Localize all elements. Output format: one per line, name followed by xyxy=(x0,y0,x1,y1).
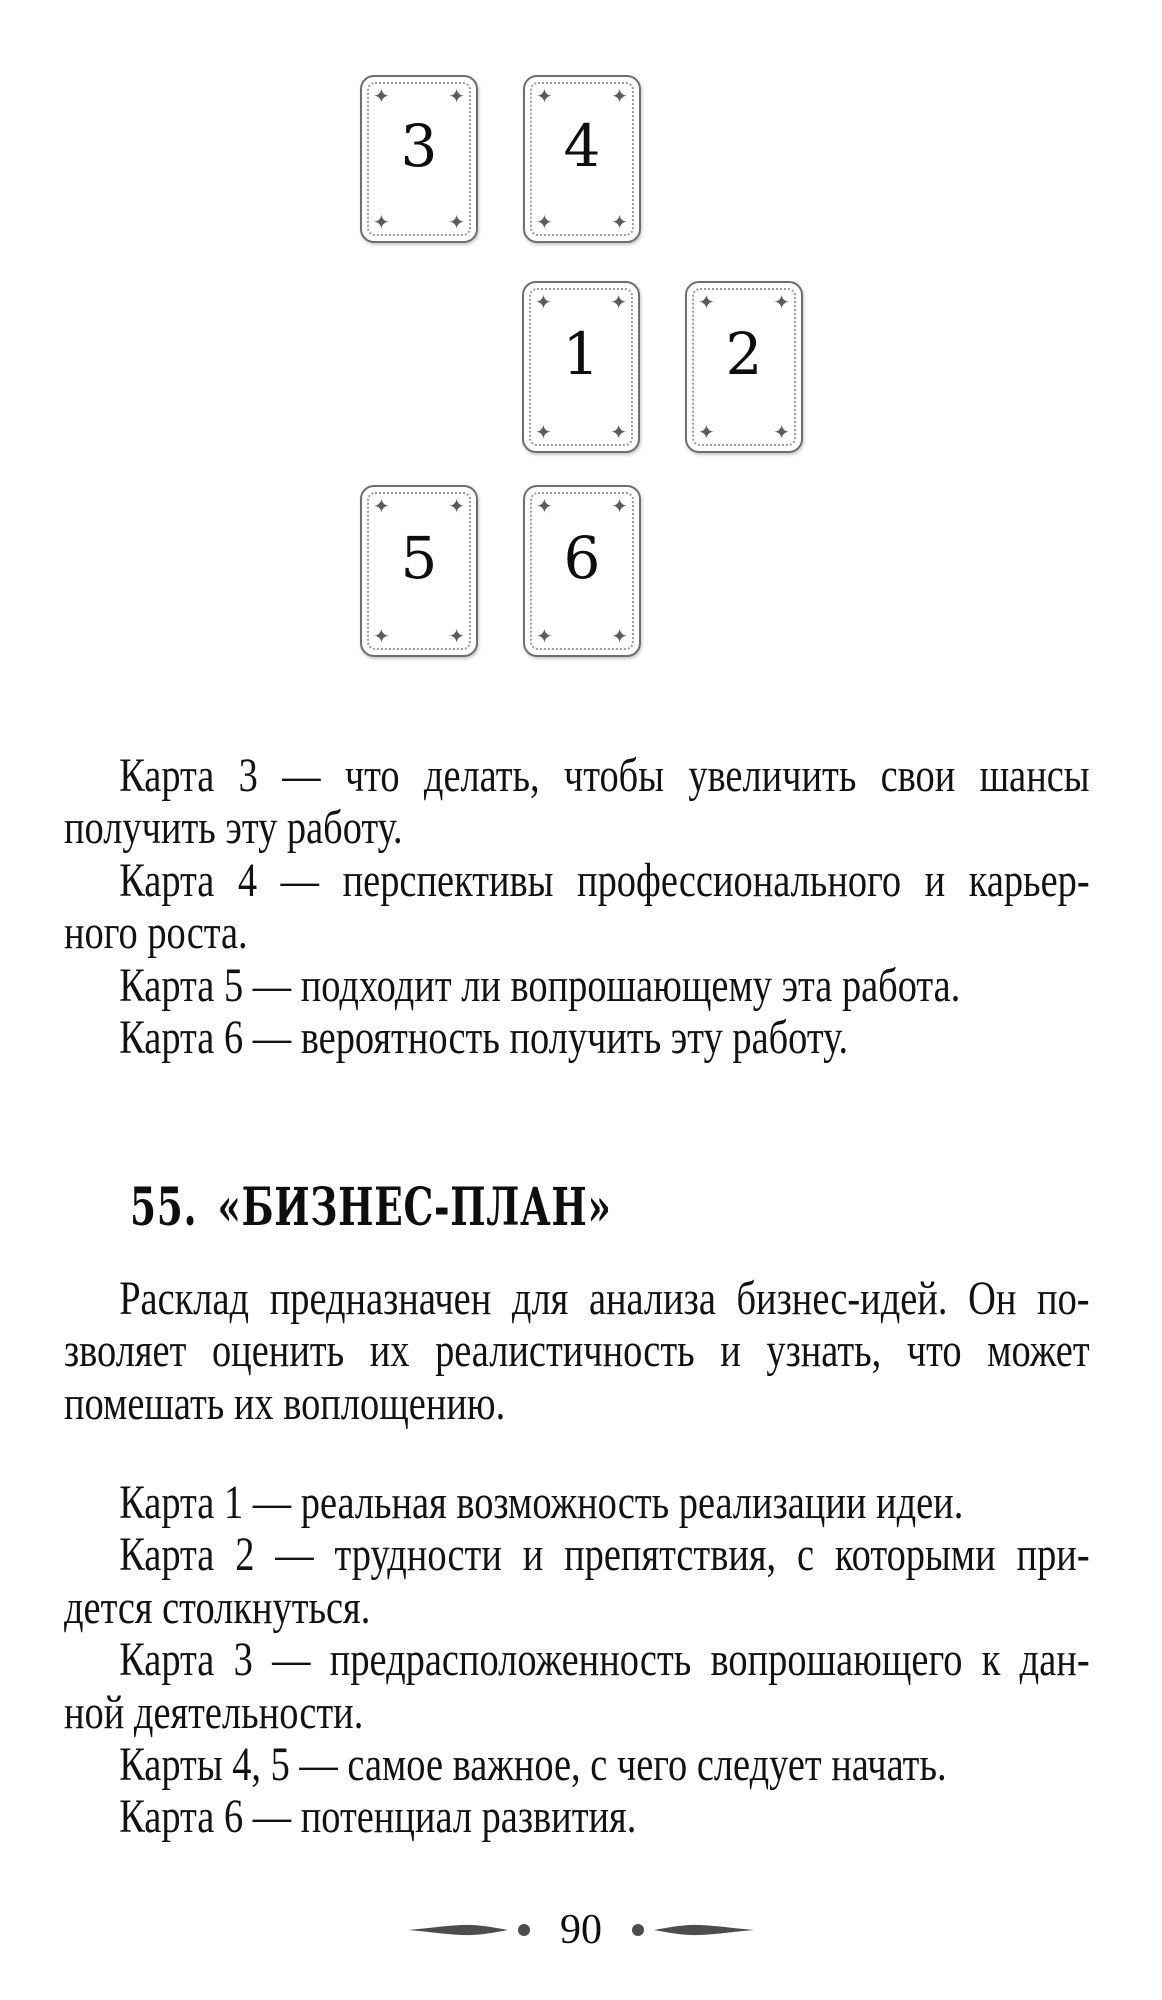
body-line: дется столкнуться. xyxy=(64,1580,371,1634)
footer-dot-icon xyxy=(518,1924,530,1936)
sparkle-icon: ✦ xyxy=(448,624,465,648)
spread-card-1 xyxy=(522,281,640,453)
body-line: Карта 6 — вероятность получить эту работу. xyxy=(119,1010,849,1064)
sparkle-icon: ✦ xyxy=(773,420,790,444)
sparkle-icon: ✦ xyxy=(536,210,553,234)
sparkle-icon: ✦ xyxy=(373,624,390,648)
leaf-flourish-left-icon xyxy=(408,1923,508,1937)
spread-card-5 xyxy=(360,485,478,657)
sparkle-icon: ✦ xyxy=(773,290,790,314)
body-line: Карта 3 — что делать, чтобы увеличить свои шансы xyxy=(119,749,1090,802)
body-line: Карты 4, 5 — самое важное, с чего следует начать. xyxy=(119,1737,947,1791)
body-line: ного роста. xyxy=(64,906,248,960)
card-number: 6 xyxy=(563,523,601,592)
card-number: 3 xyxy=(400,111,438,180)
body-line: Карта 1 — реальная возможность реализации идеи. xyxy=(119,1476,964,1529)
sparkle-icon: ✦ xyxy=(535,420,552,444)
sparkle-icon: ✦ xyxy=(536,84,553,108)
sparkle-icon: ✦ xyxy=(373,494,390,518)
card-number: 2 xyxy=(725,319,763,388)
page-number: 90 xyxy=(560,1907,602,1953)
business-spread-card-meanings xyxy=(64,1477,1090,1844)
sparkle-icon: ✦ xyxy=(448,84,465,108)
body-line: Карта 6 — потенциал развития. xyxy=(119,1790,637,1844)
body-line: Карта 3 — предрасположенность вопрошающего к дан- xyxy=(119,1633,1090,1687)
card-number: 1 xyxy=(562,319,600,388)
spread-card-6 xyxy=(523,485,641,657)
section-title: «БИЗНЕС-ПЛАН» xyxy=(217,1177,612,1238)
page-footer xyxy=(0,1900,1162,1960)
body-line: зволяет оценить их реалистичность и узнать, что может xyxy=(64,1324,1090,1378)
body-line: Расклад предназначен для анализа бизнес-идей. Он по- xyxy=(119,1272,1090,1325)
section-number: 55. xyxy=(130,1177,198,1238)
body-line: Карта 2 — трудности и препятствия, с которыми при- xyxy=(119,1528,1090,1582)
spread-card-2 xyxy=(685,281,803,453)
sparkle-icon: ✦ xyxy=(536,494,553,518)
body-line: ной деятельности. xyxy=(64,1685,364,1739)
sparkle-icon: ✦ xyxy=(536,624,553,648)
sparkle-icon: ✦ xyxy=(373,210,390,234)
body-line: Карта 4 — перспективы профессионального и карьер- xyxy=(119,853,1090,907)
card-number: 4 xyxy=(563,111,601,180)
sparkle-icon: ✦ xyxy=(448,210,465,234)
sparkle-icon: ✦ xyxy=(610,290,627,314)
sparkle-icon: ✦ xyxy=(611,84,628,108)
spread-card-3 xyxy=(360,75,478,243)
spread-card-4 xyxy=(523,75,641,243)
body-line: помешать их воплощению. xyxy=(64,1376,506,1430)
body-line: получить эту работу. xyxy=(64,801,403,855)
sparkle-icon: ✦ xyxy=(611,494,628,518)
footer-dot-icon xyxy=(632,1924,644,1936)
job-spread-card-meanings xyxy=(64,750,1090,1064)
section-heading xyxy=(130,1177,612,1238)
sparkle-icon: ✦ xyxy=(698,290,715,314)
sparkle-icon: ✦ xyxy=(448,494,465,518)
sparkle-icon: ✦ xyxy=(611,210,628,234)
sparkle-icon: ✦ xyxy=(698,420,715,444)
sparkle-icon: ✦ xyxy=(610,420,627,444)
leaf-flourish-right-icon xyxy=(654,1923,754,1937)
business-spread-intro xyxy=(64,1273,1090,1430)
sparkle-icon: ✦ xyxy=(535,290,552,314)
card-number: 5 xyxy=(400,523,438,592)
sparkle-icon: ✦ xyxy=(373,84,390,108)
body-line: Карта 5 — подходит ли вопрошающему эта работа. xyxy=(119,958,961,1012)
sparkle-icon: ✦ xyxy=(611,624,628,648)
